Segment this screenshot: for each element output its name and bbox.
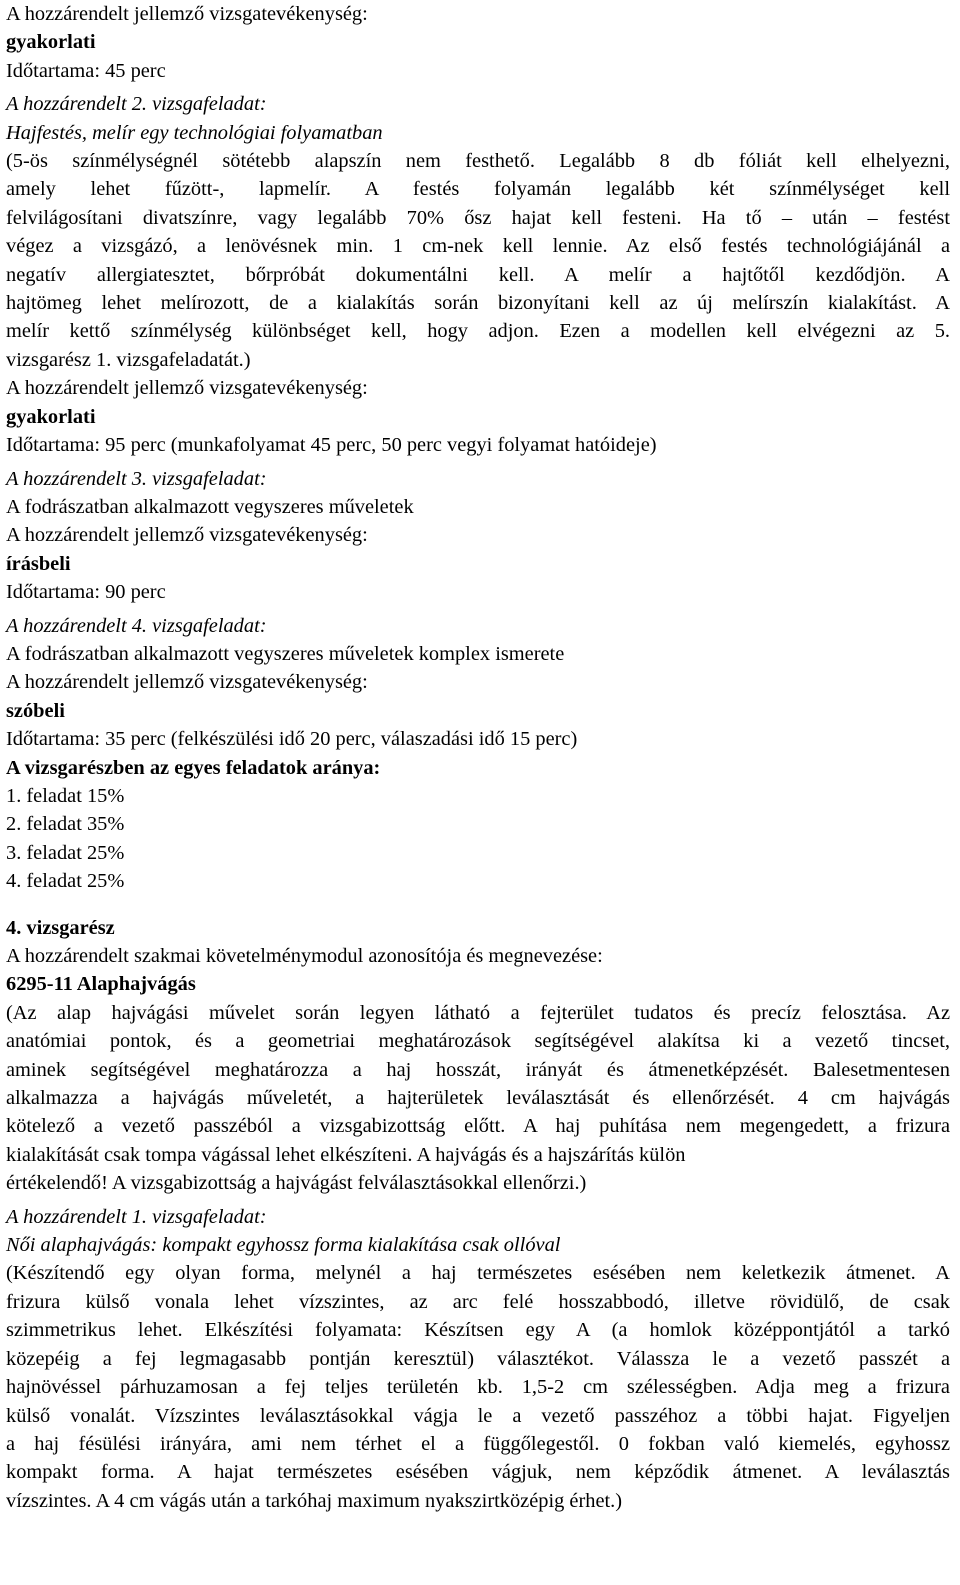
activity-label: A hozzárendelt jellemző vizsgatevékenység: bbox=[6, 671, 368, 694]
duration: Időtartama: 95 perc (munkafolyamat 45 perc, 50 perc vegyi folyamat hatóideje) bbox=[6, 434, 657, 457]
paragraph-line: frizura külső vonala lehet vízszintes, az arc felé hosszabbodó, illetve rövidülő, de csak bbox=[6, 1290, 950, 1313]
activity-label: A hozzárendelt jellemző vizsgatevékenység: bbox=[6, 524, 368, 547]
paragraph-line: felvilágosítani divatszínre, vagy legalább 70% ősz hajat kell festeni. Ha tő – után – festést bbox=[6, 206, 950, 229]
task-title: Hajfestés, melír egy technológiai folyamatban bbox=[6, 121, 383, 144]
duration: Időtartama: 90 perc bbox=[6, 581, 166, 604]
paragraph-line: hajtömeg lehet melírozott, de a kialakítás során bizonyítani kell az új melírszín kialakítást. A bbox=[6, 292, 950, 315]
section-heading: 4. vizsgarész bbox=[6, 916, 115, 939]
activity-label: A hozzárendelt jellemző vizsgatevékenység: bbox=[6, 3, 368, 25]
duration: Időtartama: 45 perc bbox=[6, 59, 166, 82]
paragraph-line: kötelező a vezető passzéból a vizsgabizottság előtt. A haj puhítása nem megengedett, a frizura bbox=[6, 1115, 950, 1138]
paragraph-line: amely lehet fűzött-, lapmelír. A festés folyamán legalább két színmélységet kell bbox=[6, 178, 950, 201]
paragraph-line: külső vonalát. Vízszintes leválasztásokkal vágja le a vezető passzéhoz a többi hajat. Figyeljen bbox=[6, 1404, 950, 1427]
paragraph-line: negatív allergiatesztet, bőrpróbát dokumentálni kell. A melír a hajtőtől kezdődjön. A bbox=[6, 263, 950, 286]
paragraph-line: szimmetrikus lehet. Elkészítési folyamata: Készítsen egy A (a homlok középpontjától a tarkó bbox=[6, 1319, 950, 1342]
paragraph-line: aminek segítségével meghatározza a haj hosszát, irányát és átmenetképzését. Balesetmentesen bbox=[6, 1058, 950, 1081]
paragraph-line: hajnövéssel párhuzamosan a fej teljes területén kb. 1,5-2 cm szélességben. Adja meg a frizura bbox=[6, 1376, 950, 1399]
module-label: A hozzárendelt szakmai követelménymodul azonosítója és megnevezése: bbox=[6, 945, 603, 967]
paragraph-line: anatómiai pontok, és a geometriai meghatározások segítségével alakítsa ki a vezető tincset, bbox=[6, 1030, 950, 1053]
paragraph-line: közepéig a fej legmagasabb pontján keresztül) választékot. Válassza le a vezető passzét a bbox=[6, 1347, 950, 1370]
paragraph-line: kialakítását csak tompa vágással lehet elkészíteni. A hajvágás és a hajszárítás külön bbox=[6, 1143, 686, 1166]
task-label: A hozzárendelt 4. vizsgafeladat: bbox=[6, 614, 267, 637]
task-label: A hozzárendelt 2. vizsgafeladat: bbox=[6, 93, 267, 116]
ratio-item: 1. feladat 15% bbox=[6, 784, 125, 807]
paragraph-line: értékelendő! A vizsgabizottság a hajvágást felválasztásokkal ellenőrzi.) bbox=[6, 1172, 587, 1195]
paragraph-line: (Az alap hajvágási művelet során legyen látható a fejterület tudatos és precíz felosztása. Az bbox=[6, 1001, 950, 1024]
paragraph-line: végez a vizsgázó, a lenövésnek min. 1 cm-nek kell lennie. Az első festés technológiájánál a bbox=[6, 235, 950, 258]
paragraph-line: vízszintes. A 4 cm vágás után a tarkóhaj maximum nyakszirtközépig érhet.) bbox=[6, 1489, 623, 1512]
task-title: Női alaphajvágás: kompakt egyhossz forma kialakítása csak ollóval bbox=[6, 1234, 561, 1257]
duration: Időtartama: 35 perc (felkészülési idő 20 perc, válaszadási idő 15 perc) bbox=[6, 728, 578, 751]
activity-label: A hozzárendelt jellemző vizsgatevékenység: bbox=[6, 377, 368, 400]
paragraph-line: alkalmazza a hajvágás műveletét, a hajterületek leválasztását és ellenőrzését. 4 cm hajvágás bbox=[6, 1087, 950, 1110]
task-label: A hozzárendelt 3. vizsgafeladat: bbox=[6, 467, 267, 490]
task-title: A fodrászatban alkalmazott vegyszeres műveletek bbox=[6, 495, 414, 518]
activity-type: gyakorlati bbox=[6, 405, 96, 428]
activity-type: szóbeli bbox=[6, 699, 65, 722]
ratio-item: 4. feladat 25% bbox=[6, 870, 125, 893]
paragraph-line: (Készítendő egy olyan forma, melynél a haj természetes esésében nem keletkezik átmenet. A bbox=[6, 1262, 950, 1285]
paragraph-line: melír kettő színmélység különbséget kell, hogy adjon. Ezen a modellen kell elvégezni az 5. bbox=[6, 320, 950, 343]
module-name: 6295-11 Alaphajvágás bbox=[6, 973, 196, 996]
paragraph-line: vizsgarész 1. vizsgafeladatát.) bbox=[6, 348, 251, 371]
task-title: A fodrászatban alkalmazott vegyszeres műveletek komplex ismerete bbox=[6, 642, 565, 665]
ratio-item: 3. feladat 25% bbox=[6, 841, 125, 864]
ratios-heading: A vizsgarészben az egyes feladatok aránya: bbox=[6, 756, 381, 779]
ratio-item: 2. feladat 35% bbox=[6, 813, 125, 836]
paragraph-line: (5-ös színmélységnél sötétebb alapszín nem festhető. Legalább 8 db fóliát kell elhelyezni, bbox=[6, 150, 950, 173]
activity-type: írásbeli bbox=[6, 552, 71, 575]
activity-type: gyakorlati bbox=[6, 31, 96, 54]
paragraph-line: a haj fésülési irányára, ami nem térhet el a függőlegestől. 0 fokban való kiemelés, egyhossz bbox=[6, 1432, 950, 1455]
paragraph-line: kompakt forma. A hajat természetes esésében vágjuk, nem képződik átmenet. A leválasztás bbox=[6, 1461, 950, 1484]
task-label: A hozzárendelt 1. vizsgafeladat: bbox=[6, 1205, 267, 1228]
